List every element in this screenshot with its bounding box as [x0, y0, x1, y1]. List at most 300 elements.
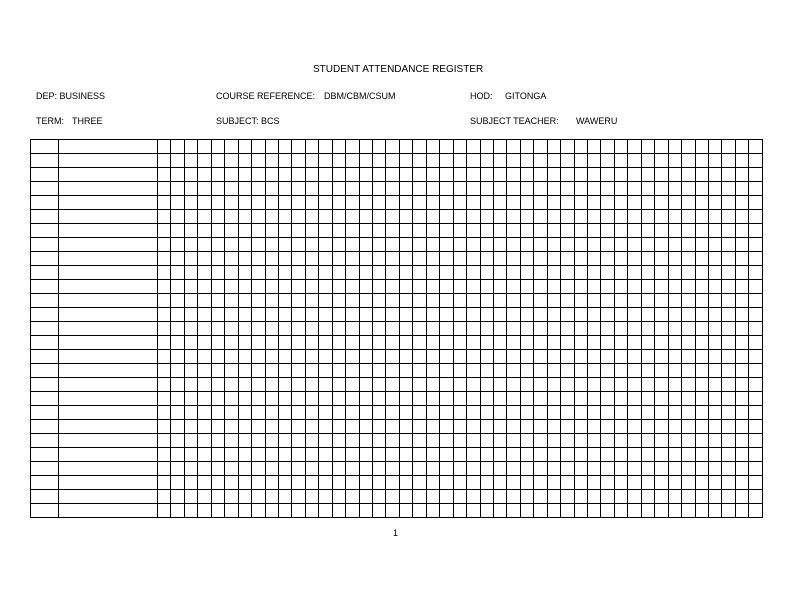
attendance-cell	[171, 364, 184, 378]
attendance-cell	[171, 406, 184, 420]
attendance-cell	[319, 462, 332, 476]
attendance-cell	[319, 504, 332, 518]
attendance-cell	[184, 210, 197, 224]
table-row	[31, 476, 763, 490]
attendance-cell	[413, 434, 426, 448]
subject: SUBJECT: BCS	[216, 116, 280, 126]
attendance-cell	[238, 140, 251, 154]
attendance-cell	[655, 378, 668, 392]
attendance-cell	[520, 224, 533, 238]
attendance-cell	[735, 182, 748, 196]
table-row	[31, 182, 763, 196]
attendance-cell	[265, 294, 278, 308]
attendance-cell	[507, 420, 520, 434]
attendance-cell	[319, 210, 332, 224]
attendance-cell	[749, 154, 762, 168]
attendance-cell	[722, 210, 735, 224]
attendance-cell	[547, 504, 560, 518]
attendance-cell	[534, 140, 547, 154]
attendance-cell	[480, 420, 493, 434]
attendance-cell	[467, 140, 480, 154]
attendance-cell	[440, 154, 453, 168]
table-row	[31, 392, 763, 406]
attendance-cell	[252, 392, 265, 406]
attendance-cell	[238, 238, 251, 252]
attendance-cell	[493, 378, 506, 392]
attendance-cell	[198, 266, 211, 280]
number-cell	[31, 182, 59, 196]
attendance-cell	[225, 280, 238, 294]
attendance-cell	[588, 238, 601, 252]
attendance-cell	[695, 266, 708, 280]
attendance-cell	[722, 406, 735, 420]
attendance-cell	[426, 224, 439, 238]
attendance-cell	[225, 182, 238, 196]
attendance-cell	[547, 378, 560, 392]
attendance-cell	[467, 392, 480, 406]
attendance-cell	[520, 350, 533, 364]
attendance-cell	[614, 378, 627, 392]
attendance-cell	[453, 182, 466, 196]
attendance-cell	[453, 266, 466, 280]
attendance-cell	[305, 392, 318, 406]
attendance-cell	[601, 168, 614, 182]
attendance-cell	[547, 322, 560, 336]
attendance-cell	[561, 364, 574, 378]
attendance-cell	[184, 392, 197, 406]
attendance-cell	[426, 336, 439, 350]
attendance-cell	[628, 322, 641, 336]
attendance-cell	[386, 182, 399, 196]
attendance-cell	[722, 182, 735, 196]
attendance-cell	[561, 168, 574, 182]
attendance-cell	[614, 238, 627, 252]
table-row	[31, 280, 763, 294]
attendance-cell	[292, 140, 305, 154]
attendance-cell	[265, 266, 278, 280]
name-cell	[59, 420, 158, 434]
attendance-cell	[493, 336, 506, 350]
attendance-cell	[211, 252, 224, 266]
attendance-cell	[547, 420, 560, 434]
attendance-cell	[319, 140, 332, 154]
attendance-cell	[493, 504, 506, 518]
attendance-cell	[507, 168, 520, 182]
attendance-cell	[292, 182, 305, 196]
attendance-cell	[641, 378, 654, 392]
attendance-cell	[601, 490, 614, 504]
attendance-cell	[184, 406, 197, 420]
attendance-cell	[534, 196, 547, 210]
attendance-cell	[588, 308, 601, 322]
attendance-cell	[184, 364, 197, 378]
attendance-cell	[265, 420, 278, 434]
attendance-cell	[359, 266, 372, 280]
table-row	[31, 308, 763, 322]
attendance-cell	[453, 490, 466, 504]
attendance-cell	[359, 462, 372, 476]
attendance-cell	[574, 322, 587, 336]
attendance-cell	[332, 378, 345, 392]
attendance-cell	[493, 294, 506, 308]
attendance-cell	[278, 434, 291, 448]
attendance-cell	[332, 238, 345, 252]
attendance-cell	[426, 392, 439, 406]
attendance-cell	[493, 196, 506, 210]
attendance-cell	[158, 168, 171, 182]
attendance-cell	[695, 168, 708, 182]
attendance-cell	[493, 406, 506, 420]
attendance-cell	[480, 224, 493, 238]
attendance-cell	[292, 448, 305, 462]
attendance-cell	[628, 364, 641, 378]
attendance-cell	[158, 406, 171, 420]
attendance-cell	[413, 448, 426, 462]
attendance-cell	[614, 448, 627, 462]
attendance-cell	[561, 280, 574, 294]
attendance-cell	[359, 476, 372, 490]
attendance-cell	[722, 378, 735, 392]
number-cell	[31, 210, 59, 224]
attendance-cell	[399, 420, 412, 434]
attendance-cell	[198, 252, 211, 266]
attendance-cell	[453, 322, 466, 336]
attendance-cell	[507, 392, 520, 406]
attendance-cell	[655, 504, 668, 518]
attendance-cell	[655, 196, 668, 210]
name-cell	[59, 350, 158, 364]
table-row	[31, 406, 763, 420]
attendance-cell	[628, 308, 641, 322]
attendance-cell	[319, 392, 332, 406]
attendance-cell	[601, 308, 614, 322]
attendance-cell	[641, 196, 654, 210]
attendance-cell	[211, 238, 224, 252]
attendance-cell	[467, 336, 480, 350]
attendance-cell	[695, 196, 708, 210]
attendance-cell	[695, 238, 708, 252]
attendance-cell	[641, 448, 654, 462]
attendance-cell	[467, 182, 480, 196]
attendance-cell	[184, 280, 197, 294]
attendance-cell	[158, 210, 171, 224]
attendance-cell	[480, 350, 493, 364]
attendance-cell	[440, 504, 453, 518]
attendance-cell	[252, 266, 265, 280]
attendance-cell	[386, 448, 399, 462]
attendance-cell	[265, 462, 278, 476]
attendance-cell	[722, 294, 735, 308]
attendance-cell	[547, 364, 560, 378]
attendance-cell	[493, 420, 506, 434]
attendance-cell	[278, 392, 291, 406]
attendance-cell	[534, 252, 547, 266]
attendance-cell	[440, 448, 453, 462]
attendance-cell	[480, 294, 493, 308]
attendance-cell	[252, 238, 265, 252]
attendance-cell	[668, 238, 681, 252]
attendance-cell	[252, 406, 265, 420]
attendance-cell	[373, 210, 386, 224]
attendance-cell	[171, 392, 184, 406]
attendance-cell	[749, 448, 762, 462]
attendance-cell	[198, 378, 211, 392]
attendance-cell	[184, 182, 197, 196]
attendance-cell	[574, 238, 587, 252]
attendance-cell	[238, 476, 251, 490]
attendance-cell	[682, 224, 695, 238]
attendance-cell	[561, 336, 574, 350]
attendance-cell	[588, 266, 601, 280]
attendance-cell	[305, 154, 318, 168]
attendance-cell	[708, 462, 721, 476]
attendance-cell	[547, 140, 560, 154]
attendance-cell	[332, 434, 345, 448]
attendance-cell	[534, 322, 547, 336]
attendance-cell	[520, 182, 533, 196]
attendance-cell	[332, 308, 345, 322]
table-row	[31, 350, 763, 364]
attendance-cell	[655, 294, 668, 308]
attendance-cell	[614, 392, 627, 406]
attendance-cell	[426, 350, 439, 364]
attendance-cell	[561, 434, 574, 448]
number-cell	[31, 140, 59, 154]
attendance-cell	[695, 476, 708, 490]
attendance-cell	[708, 336, 721, 350]
attendance-cell	[722, 266, 735, 280]
attendance-cell	[735, 154, 748, 168]
attendance-cell	[346, 490, 359, 504]
attendance-cell	[520, 168, 533, 182]
attendance-cell	[574, 364, 587, 378]
attendance-cell	[440, 476, 453, 490]
attendance-cell	[453, 504, 466, 518]
attendance-cell	[655, 140, 668, 154]
attendance-cell	[332, 420, 345, 434]
attendance-cell	[655, 448, 668, 462]
attendance-cell	[265, 392, 278, 406]
attendance-cell	[708, 154, 721, 168]
attendance-cell	[547, 238, 560, 252]
attendance-cell	[614, 490, 627, 504]
attendance-cell	[319, 238, 332, 252]
attendance-cell	[749, 210, 762, 224]
attendance-cell	[493, 392, 506, 406]
attendance-cell	[292, 378, 305, 392]
attendance-cell	[426, 490, 439, 504]
attendance-cell	[346, 224, 359, 238]
attendance-cell	[708, 322, 721, 336]
attendance-cell	[574, 406, 587, 420]
number-cell	[31, 294, 59, 308]
attendance-cell	[507, 266, 520, 280]
attendance-cell	[520, 336, 533, 350]
attendance-cell	[171, 294, 184, 308]
attendance-cell	[399, 364, 412, 378]
attendance-cell	[614, 252, 627, 266]
attendance-cell	[265, 224, 278, 238]
attendance-cell	[225, 266, 238, 280]
attendance-cell	[346, 406, 359, 420]
attendance-cell	[682, 196, 695, 210]
attendance-cell	[628, 182, 641, 196]
attendance-cell	[628, 434, 641, 448]
attendance-cell	[574, 266, 587, 280]
attendance-cell	[749, 196, 762, 210]
attendance-cell	[359, 448, 372, 462]
attendance-cell	[426, 280, 439, 294]
attendance-cell	[749, 434, 762, 448]
number-cell	[31, 504, 59, 518]
attendance-cell	[695, 504, 708, 518]
attendance-cell	[211, 168, 224, 182]
attendance-cell	[399, 238, 412, 252]
attendance-cell	[426, 378, 439, 392]
attendance-cell	[319, 294, 332, 308]
attendance-cell	[225, 210, 238, 224]
attendance-cell	[278, 350, 291, 364]
attendance-cell	[749, 224, 762, 238]
attendance-cell	[668, 448, 681, 462]
attendance-cell	[695, 490, 708, 504]
attendance-cell	[574, 252, 587, 266]
attendance-cell	[668, 154, 681, 168]
attendance-cell	[399, 434, 412, 448]
attendance-cell	[413, 504, 426, 518]
attendance-cell	[440, 266, 453, 280]
attendance-cell	[184, 490, 197, 504]
attendance-cell	[359, 294, 372, 308]
attendance-cell	[480, 490, 493, 504]
attendance-cell	[588, 490, 601, 504]
attendance-cell	[211, 196, 224, 210]
attendance-cell	[184, 420, 197, 434]
attendance-cell	[655, 490, 668, 504]
attendance-cell	[507, 462, 520, 476]
attendance-cell	[561, 182, 574, 196]
attendance-cell	[413, 462, 426, 476]
attendance-cell	[520, 294, 533, 308]
attendance-cell	[252, 182, 265, 196]
attendance-cell	[493, 322, 506, 336]
attendance-cell	[695, 364, 708, 378]
attendance-cell	[722, 364, 735, 378]
attendance-cell	[265, 504, 278, 518]
attendance-cell	[493, 210, 506, 224]
attendance-cell	[198, 476, 211, 490]
attendance-cell	[708, 308, 721, 322]
attendance-cell	[749, 476, 762, 490]
attendance-cell	[386, 350, 399, 364]
attendance-cell	[453, 406, 466, 420]
attendance-cell	[453, 238, 466, 252]
attendance-cell	[265, 490, 278, 504]
name-cell	[59, 154, 158, 168]
attendance-cell	[453, 420, 466, 434]
attendance-cell	[252, 210, 265, 224]
attendance-cell	[682, 182, 695, 196]
attendance-cell	[184, 294, 197, 308]
name-cell	[59, 448, 158, 462]
attendance-cell	[480, 308, 493, 322]
subject-teacher-value: WAWERU	[576, 116, 618, 126]
attendance-cell	[171, 196, 184, 210]
attendance-cell	[198, 294, 211, 308]
attendance-cell	[319, 252, 332, 266]
attendance-cell	[386, 406, 399, 420]
attendance-cell	[373, 322, 386, 336]
attendance-cell	[359, 406, 372, 420]
name-cell	[59, 434, 158, 448]
attendance-cell	[534, 420, 547, 434]
attendance-cell	[547, 392, 560, 406]
attendance-cell	[682, 434, 695, 448]
attendance-cell	[641, 154, 654, 168]
attendance-cell	[534, 336, 547, 350]
attendance-cell	[184, 336, 197, 350]
attendance-cell	[171, 182, 184, 196]
attendance-cell	[158, 252, 171, 266]
attendance-cell	[158, 308, 171, 322]
attendance-cell	[574, 294, 587, 308]
attendance-cell	[507, 336, 520, 350]
attendance-cell	[641, 504, 654, 518]
attendance-cell	[628, 154, 641, 168]
attendance-cell	[507, 364, 520, 378]
attendance-cell	[305, 224, 318, 238]
attendance-cell	[305, 364, 318, 378]
attendance-cell	[238, 448, 251, 462]
attendance-cell	[359, 434, 372, 448]
attendance-cell	[265, 252, 278, 266]
attendance-cell	[238, 252, 251, 266]
attendance-cell	[601, 294, 614, 308]
attendance-cell	[211, 210, 224, 224]
attendance-cell	[614, 266, 627, 280]
attendance-cell	[386, 504, 399, 518]
attendance-cell	[426, 504, 439, 518]
attendance-cell	[749, 308, 762, 322]
attendance-cell	[641, 168, 654, 182]
attendance-cell	[574, 378, 587, 392]
name-cell	[59, 336, 158, 350]
attendance-cell	[708, 294, 721, 308]
attendance-cell	[614, 280, 627, 294]
attendance-cell	[319, 182, 332, 196]
table-row	[31, 294, 763, 308]
attendance-cell	[386, 168, 399, 182]
table-row	[31, 252, 763, 266]
attendance-cell	[292, 434, 305, 448]
attendance-cell	[547, 266, 560, 280]
attendance-cell	[413, 336, 426, 350]
attendance-cell	[641, 322, 654, 336]
attendance-cell	[225, 490, 238, 504]
attendance-cell	[158, 280, 171, 294]
attendance-cell	[305, 322, 318, 336]
attendance-cell	[708, 434, 721, 448]
attendance-cell	[225, 294, 238, 308]
attendance-cell	[588, 476, 601, 490]
attendance-cell	[614, 210, 627, 224]
attendance-cell	[628, 196, 641, 210]
attendance-cell	[708, 252, 721, 266]
number-cell	[31, 336, 59, 350]
attendance-cell	[359, 420, 372, 434]
attendance-cell	[198, 336, 211, 350]
attendance-cell	[655, 406, 668, 420]
